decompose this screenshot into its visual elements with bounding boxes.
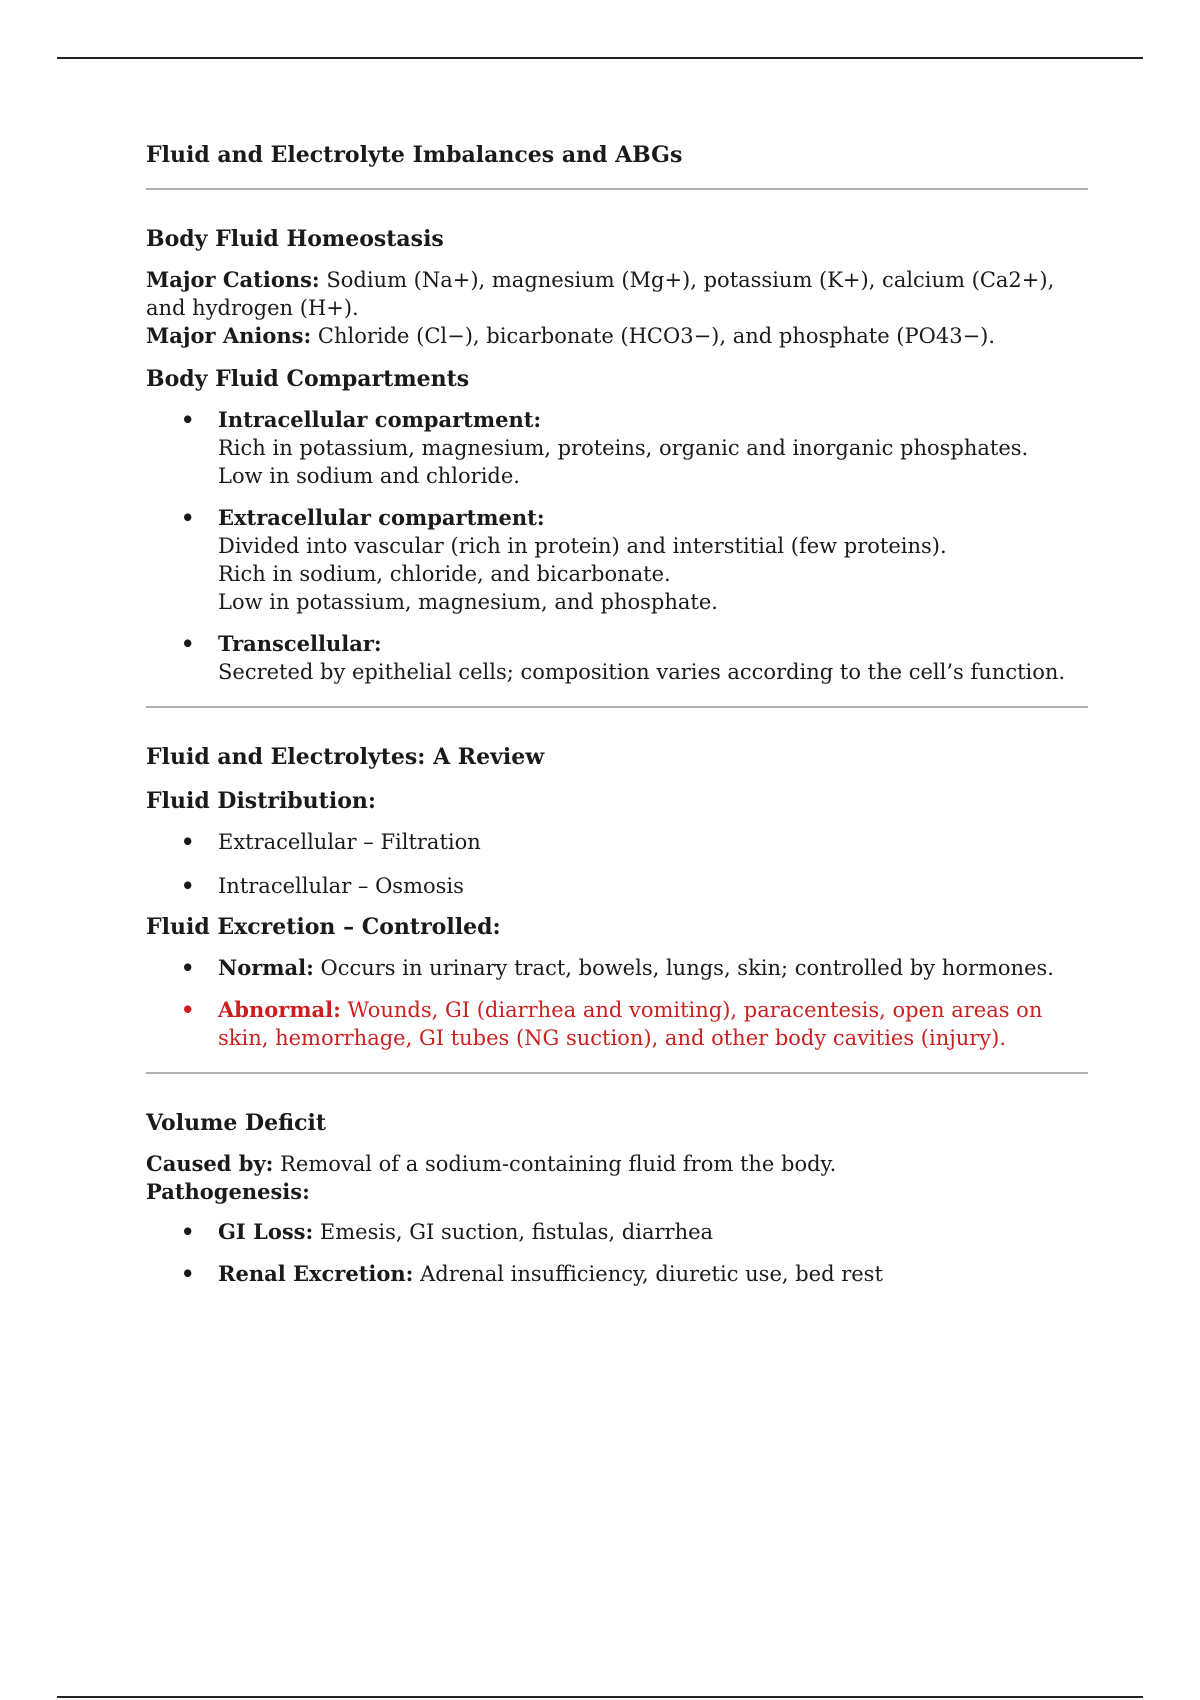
- gi-loss-text: Emesis, GI suction, fistulas, diarrhea: [313, 1220, 714, 1244]
- compartment-line: Secreted by epithelial cells; composition varies according to the cell’s function.: [218, 660, 1066, 684]
- section-heading-volume-deficit: Volume Deficit: [146, 1110, 326, 1136]
- gi-loss-label: GI Loss:: [218, 1219, 314, 1244]
- abnormal-text: Wounds, GI (diarrhea and vomiting), paracentesis, open areas on skin, hemorrhage, GI tubes (NG suction), and other body cavities (injury).: [218, 998, 1043, 1050]
- compartment-line: Rich in sodium, chloride, and bicarbonate.: [218, 562, 671, 586]
- page-top-rule: [57, 57, 1143, 59]
- major-anions-text: Chloride (Cl−), bicarbonate (HCO3−), and phosphate (PO43−).: [311, 324, 996, 348]
- document-body: [146, 140, 1088, 1288]
- list-item: [146, 504, 1088, 616]
- compartment-line: Divided into vascular (rich in protein) and interstitial (few proteins).: [218, 534, 947, 558]
- list-item: [146, 1218, 1088, 1246]
- section-heading-homeostasis: Body Fluid Homeostasis: [146, 226, 444, 252]
- list-item-abnormal: [146, 996, 1088, 1052]
- major-cations: [146, 266, 1088, 322]
- page-bottom-rule: [57, 1696, 1143, 1698]
- document-title: Fluid and Electrolyte Imbalances and ABGs: [146, 142, 683, 168]
- major-anions: [146, 322, 1088, 350]
- distribution-list: [146, 828, 1088, 900]
- section-divider: [146, 1072, 1088, 1074]
- major-cations-label: Major Cations:: [146, 267, 320, 292]
- pathogenesis-list: [146, 1218, 1088, 1288]
- list-item: [146, 630, 1088, 686]
- section-heading-compartments: Body Fluid Compartments: [146, 366, 470, 392]
- list-item-normal: [146, 954, 1088, 982]
- pathogenesis-label: Pathogenesis:: [146, 1179, 310, 1204]
- list-item: • Extracellular – Filtration: [146, 828, 1088, 856]
- caused-by: [146, 1150, 1088, 1178]
- renal-excretion-label: Renal Excretion:: [218, 1261, 414, 1286]
- normal-text: Occurs in urinary tract, bowels, lungs, skin; controlled by hormones.: [313, 956, 1054, 980]
- pathogenesis: [146, 1178, 1088, 1206]
- compartment-label: Intracellular compartment:: [218, 407, 542, 432]
- compartment-line: Low in sodium and chloride.: [218, 464, 520, 488]
- abnormal-label: Abnormal:: [218, 997, 341, 1022]
- caused-by-text: Removal of a sodium-containing fluid from the body.: [273, 1152, 837, 1176]
- section-heading-review: Fluid and Electrolytes: A Review: [146, 744, 545, 770]
- section-divider: [146, 706, 1088, 708]
- section-divider: [146, 188, 1088, 190]
- normal-label: Normal:: [218, 955, 314, 980]
- subheading-distribution: Fluid Distribution:: [146, 788, 376, 814]
- compartment-label: Transcellular:: [218, 631, 382, 656]
- subheading-excretion: Fluid Excretion – Controlled:: [146, 914, 501, 940]
- major-anions-label: Major Anions:: [146, 323, 312, 348]
- compartment-label: Extracellular compartment:: [218, 505, 545, 530]
- list-item: • Intracellular – Osmosis: [146, 872, 1088, 900]
- compartments-list: [146, 406, 1088, 686]
- major-cations-text: Sodium (Na+), magnesium (Mg+), potassium (K+), calcium (Ca2+), and hydrogen (H+).: [146, 268, 1055, 320]
- renal-excretion-text: Adrenal insufficiency, diuretic use, bed rest: [413, 1262, 883, 1286]
- compartment-line: Rich in potassium, magnesium, proteins, organic and inorganic phosphates.: [218, 436, 1029, 460]
- list-item: [146, 1260, 1088, 1288]
- caused-by-label: Caused by:: [146, 1151, 274, 1176]
- list-item: [146, 406, 1088, 490]
- excretion-list: [146, 954, 1088, 1052]
- compartment-line: Low in potassium, magnesium, and phosphate.: [218, 590, 718, 614]
